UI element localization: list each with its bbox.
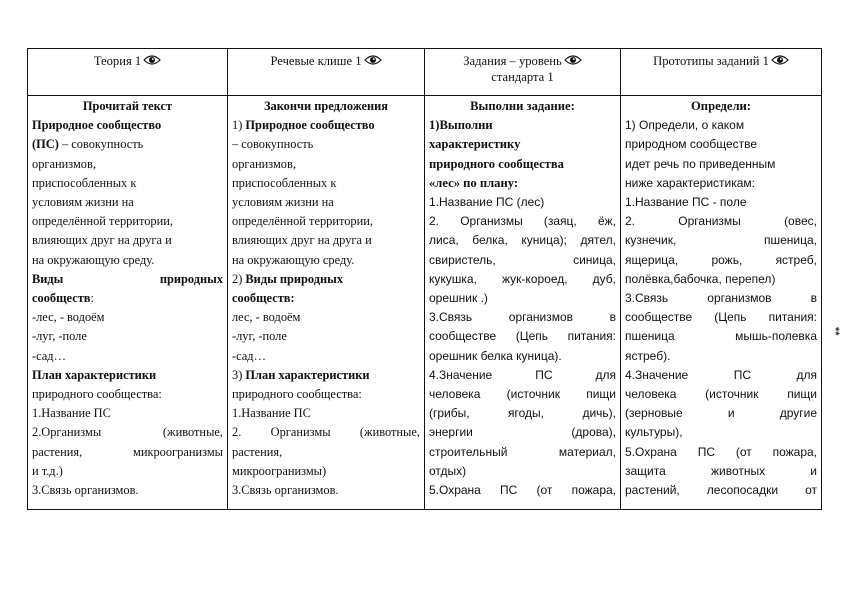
text-line: 1) Природное сообщество bbox=[232, 118, 375, 133]
text-line: 5.Охрана ПС (от пожара, bbox=[429, 483, 616, 498]
text-line: орешник белка куница). bbox=[429, 348, 562, 363]
cell-title: Выполни задание: bbox=[470, 99, 575, 113]
text-line: культуры), bbox=[625, 425, 683, 440]
text-line: 2.Организмы (животные, bbox=[32, 425, 223, 440]
text-line: – совокупность bbox=[232, 137, 314, 152]
text-line: (грибы, ягоды, дичь), bbox=[429, 406, 616, 421]
text-line: природного сообщества: bbox=[232, 387, 362, 402]
cell-title: Прочитай текст bbox=[82, 99, 173, 113]
text-line: пшеница мышь-полевка bbox=[625, 329, 817, 344]
text-line: 1) Определи, о каком bbox=[625, 118, 745, 133]
text-line: ящерица, рожь, ястреб, bbox=[625, 252, 817, 267]
text-line: 4.Значение ПС для bbox=[625, 367, 817, 382]
text-line: «лес» по плану: bbox=[429, 175, 519, 190]
text-line: 2) Виды природных bbox=[232, 271, 344, 286]
text-line: 3.Связь организмов в bbox=[429, 310, 616, 325]
cell-title: Закончи предложения bbox=[263, 99, 389, 113]
text-line: условиям жизни на bbox=[32, 195, 134, 210]
text-line: сообществе (Цепь питания: bbox=[625, 310, 817, 325]
text-line: отдых) bbox=[429, 463, 467, 478]
header-prototypes bbox=[621, 49, 822, 96]
text-line: кузнечик, пшеница, bbox=[625, 233, 817, 248]
text-line: человека (источник пищи bbox=[625, 387, 817, 402]
text-line: -сад… bbox=[232, 348, 266, 363]
theory-cell bbox=[28, 96, 228, 510]
content-row bbox=[28, 96, 822, 510]
text-line: Природное сообщество bbox=[32, 118, 162, 133]
text-line: человека (источник пищи bbox=[429, 387, 616, 402]
text-line: 5.Охрана ПС (от пожара, bbox=[625, 444, 817, 459]
text-line: 1.Название ПС - поле bbox=[625, 195, 747, 210]
text-line: сообществ: bbox=[232, 291, 295, 306]
text-line: полёвка,бабочка, перепел) bbox=[625, 271, 776, 286]
text-line: ястреб). bbox=[625, 348, 671, 363]
text-line: энергии (дрова), bbox=[429, 425, 616, 440]
text-line: 2. Организмы (заяц, ёж, bbox=[429, 214, 616, 229]
eye-icon[interactable] bbox=[143, 54, 161, 66]
text-line: природном сообществе bbox=[625, 137, 758, 152]
text-line: природного сообщества bbox=[429, 156, 564, 171]
text-line: свиристель, синица, bbox=[429, 252, 616, 267]
text-line: 1.Название ПС (лес) bbox=[429, 195, 545, 210]
phrases-cell bbox=[228, 96, 425, 510]
text-line: (зерновые и другие bbox=[625, 406, 817, 421]
text-line: орешник .) bbox=[429, 291, 488, 306]
text-line: 1.Название ПС bbox=[32, 406, 111, 421]
text-line: на окружающую среду. bbox=[32, 252, 155, 267]
text-line: природного сообщества: bbox=[32, 387, 162, 402]
page-side-mark: ** bbox=[829, 327, 841, 336]
text-line: растения, bbox=[232, 444, 283, 459]
text-line: -луг, -поле bbox=[232, 329, 287, 344]
text-line: ниже характеристикам: bbox=[625, 175, 756, 190]
prototypes-cell bbox=[621, 96, 822, 510]
text-line: влияющих друг на друга и bbox=[32, 233, 172, 248]
text-line: План характеристики bbox=[32, 367, 157, 382]
header-label: Теория 1 bbox=[93, 54, 142, 68]
text-line: характеристику bbox=[429, 137, 521, 152]
text-line: 4.Значение ПС для bbox=[429, 367, 616, 382]
text-line: на окружающую среду. bbox=[232, 252, 355, 267]
text-line: влияющих друг на друга и bbox=[232, 233, 372, 248]
text-line: кукушка, жук-короед, дуб, bbox=[429, 271, 616, 286]
text-line: 3.Связь организмов. bbox=[32, 483, 139, 498]
text-line: 2. Организмы (животные, bbox=[232, 425, 420, 440]
text-line: лес, - водоём bbox=[232, 310, 301, 325]
text-line: Виды природных bbox=[32, 271, 223, 286]
cell-title: Определи: bbox=[691, 99, 751, 113]
eye-icon[interactable] bbox=[771, 54, 789, 66]
text-line: строительный материал, bbox=[429, 444, 616, 459]
text-line: идет речь по приведенным bbox=[625, 156, 776, 171]
text-line: и т.д.) bbox=[32, 463, 63, 478]
header-theory bbox=[28, 49, 228, 96]
header-label: Речевые клише 1 bbox=[270, 54, 362, 68]
text-line: 3) План характеристики bbox=[232, 367, 370, 382]
header-row bbox=[28, 49, 822, 96]
text-line: организмов, bbox=[32, 156, 96, 171]
header-phrases bbox=[228, 49, 425, 96]
text-line: защита животных и bbox=[625, 463, 817, 478]
text-line: растения, микроогранизмы bbox=[32, 444, 223, 459]
text-line: микроогранизмы) bbox=[232, 463, 327, 478]
header-label-line2: стандарта 1 bbox=[491, 70, 554, 84]
text-line: сообществе (Цепь питания: bbox=[429, 329, 616, 344]
eye-icon[interactable] bbox=[364, 54, 382, 66]
text-line: 3.Связь организмов в bbox=[625, 291, 817, 306]
text-line: организмов, bbox=[232, 156, 296, 171]
text-line: определённой территории, bbox=[32, 214, 173, 229]
text-line: 1)Выполни bbox=[429, 118, 493, 133]
text-line: -сад… bbox=[32, 348, 66, 363]
text-line: (ПС) – совокупность bbox=[32, 137, 144, 152]
text-line: 1.Название ПС bbox=[232, 406, 311, 421]
tasks-cell bbox=[425, 96, 621, 510]
text-line: 3.Связь организмов. bbox=[232, 483, 339, 498]
text-line: растений, лесопосадки от bbox=[625, 483, 817, 498]
text-line: сообществ: bbox=[32, 291, 94, 306]
text-line: приспособленных к bbox=[232, 175, 337, 190]
header-label: Прототипы заданий 1 bbox=[653, 54, 769, 68]
text-line: определённой территории, bbox=[232, 214, 373, 229]
text-line: условиям жизни на bbox=[232, 195, 334, 210]
header-tasks bbox=[425, 49, 621, 96]
lesson-table bbox=[27, 48, 822, 510]
text-line: лиса, белка, куница); дятел, bbox=[429, 233, 616, 248]
text-line: 2. Организмы (овес, bbox=[625, 214, 817, 229]
eye-icon[interactable] bbox=[564, 54, 582, 66]
text-line: приспособленных к bbox=[32, 175, 137, 190]
header-label: Задания – уровень bbox=[463, 54, 562, 68]
text-line: -лес, - водоём bbox=[32, 310, 105, 325]
text-line: -луг, -поле bbox=[32, 329, 87, 344]
